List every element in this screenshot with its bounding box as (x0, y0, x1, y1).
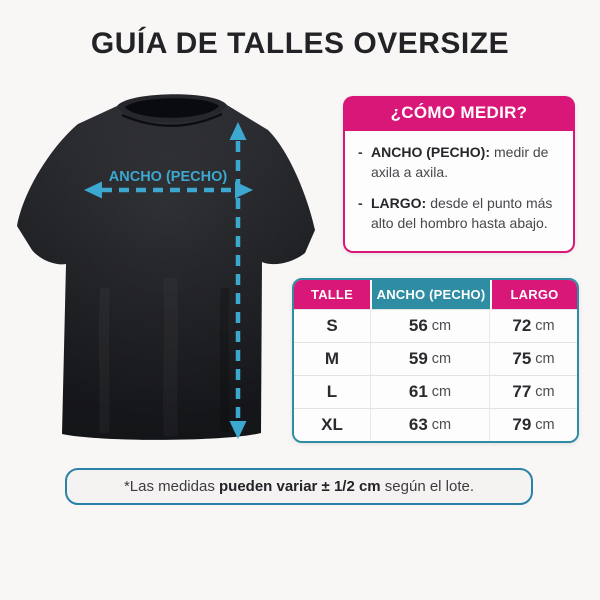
how-to-measure-title: ¿CÓMO MEDIR? (343, 96, 575, 131)
variance-footnote (65, 468, 533, 505)
measure-term: LARGO: (371, 194, 427, 211)
table-row-l-chest: 61 cm (370, 375, 490, 408)
footnote-prefix: *Las medidas (123, 478, 219, 495)
col-header-ancho: ANCHO (PECHO) (370, 280, 490, 309)
footnote-bold: pueden variar ± 1/2 cm (219, 478, 381, 495)
measure-item-ancho (358, 143, 561, 183)
how-to-measure-body (343, 131, 575, 253)
col-header-talle: TALLE (294, 280, 370, 309)
measure-desc: medir de axila a axila. (371, 144, 549, 180)
table-row-l-length: 77 cm (490, 375, 577, 408)
table-row-s-size: S (294, 309, 370, 342)
measure-desc: desde el punto más alto del hombro hasta abajo. (371, 194, 553, 231)
col-header-largo: LARGO (490, 280, 577, 309)
table-row-xl-size: XL (294, 408, 370, 441)
footnote-suffix: según el lote. (380, 478, 475, 495)
table-row-m-size: M (294, 342, 370, 375)
table-row-xl-chest: 63 cm (370, 408, 490, 441)
dash: - (358, 194, 363, 211)
page-title: GUÍA DE TALLES OVERSIZE (90, 27, 510, 60)
measure-term: ANCHO (PECHO): (371, 144, 490, 160)
tshirt-diagram (10, 88, 330, 458)
how-to-measure-box (343, 96, 575, 253)
table-row-m-length: 75 cm (490, 342, 577, 375)
tshirt-shape (17, 94, 315, 440)
table-row-xl-length: 79 cm (490, 408, 577, 441)
ancho-pecho-label: ANCHO (PECHO) (108, 169, 228, 185)
table-row-s-chest: 56 cm (370, 309, 490, 342)
table-row-l-size: L (294, 375, 370, 408)
table-row-m-chest: 59 cm (370, 342, 490, 375)
dash: - (358, 144, 363, 160)
table-row-s-length: 72 cm (490, 309, 577, 342)
measure-item-largo (358, 194, 561, 234)
tshirt-figure (10, 88, 330, 458)
size-table (292, 278, 579, 443)
